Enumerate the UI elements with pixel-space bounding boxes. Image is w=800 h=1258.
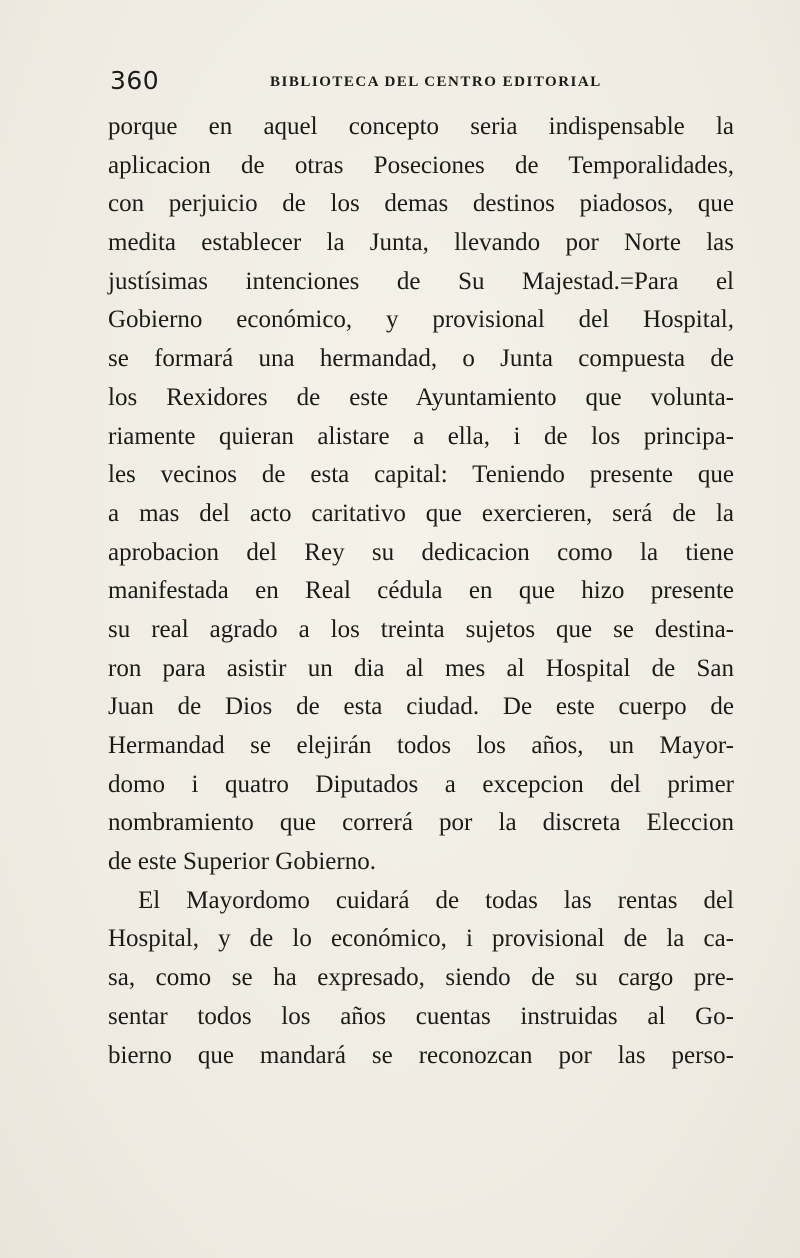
text-line: Juan de Dios de esta ciudad. De este cuerpo de [108,693,734,721]
text-line: manifestada en Real cédula en que hizo presente [108,577,734,605]
running-head [110,66,710,96]
text-line: su real agrado a los treinta sujetos que se destina- [108,615,734,643]
text-line: se formará una hermandad, o Junta compuesta de [108,345,734,373]
paragraph-start-line: El Mayordomo cuidará de todas las rentas del [138,886,734,914]
text-line: Gobierno económico, y provisional del Hospital, [108,306,734,334]
text-line: riamente quieran alistare a ella, i de los principa- [108,422,734,450]
text-line: aprobacion del Rey su dedicacion como la tiene [108,538,734,566]
text-line: sentar todos los años cuentas instruidas al Go- [108,1002,734,1030]
text-line: nombramiento que correrá por la discreta Eleccion [108,809,734,837]
text-line: los Rexidores de este Ayuntamiento que volunta- [108,383,734,411]
text-line: porque en aquel concepto seria indispensable la [108,113,734,140]
paragraph-end-line: de este Superior Gobierno. [108,848,376,876]
text-line: aplicacion de otras Poseciones de Temporalidades, [108,151,734,179]
text-line: domo i quatro Diputados a excepcion del primer [108,770,734,798]
text-line: les vecinos de esta capital: Teniendo presente que [108,461,734,489]
text-line: Hospital, y de lo económico, i provisional de la ca- [108,925,734,953]
body-text [108,108,734,1075]
text-line: con perjuicio de los demas destinos piadosos, que [108,190,734,218]
text-line: justísimas intenciones de Su Majestad.=Para el [108,267,734,295]
page-number: 360 [110,66,160,95]
text-line: sa, como se ha expresado, siendo de su cargo pre- [108,964,734,992]
text-line: medita establecer la Junta, llevando por Norte las [108,229,734,257]
text-line: bierno que mandará se reconozcan por las perso- [108,1041,734,1069]
running-title: BIBLIOTECA DEL CENTRO EDITORIAL [270,74,602,90]
text-line: a mas del acto caritativo que exercieren, será de la [108,499,734,527]
text-line: Hermandad se elejirán todos los años, un Mayor- [108,732,734,759]
text-line: ron para asistir un dia al mes al Hospital de San [108,654,734,682]
